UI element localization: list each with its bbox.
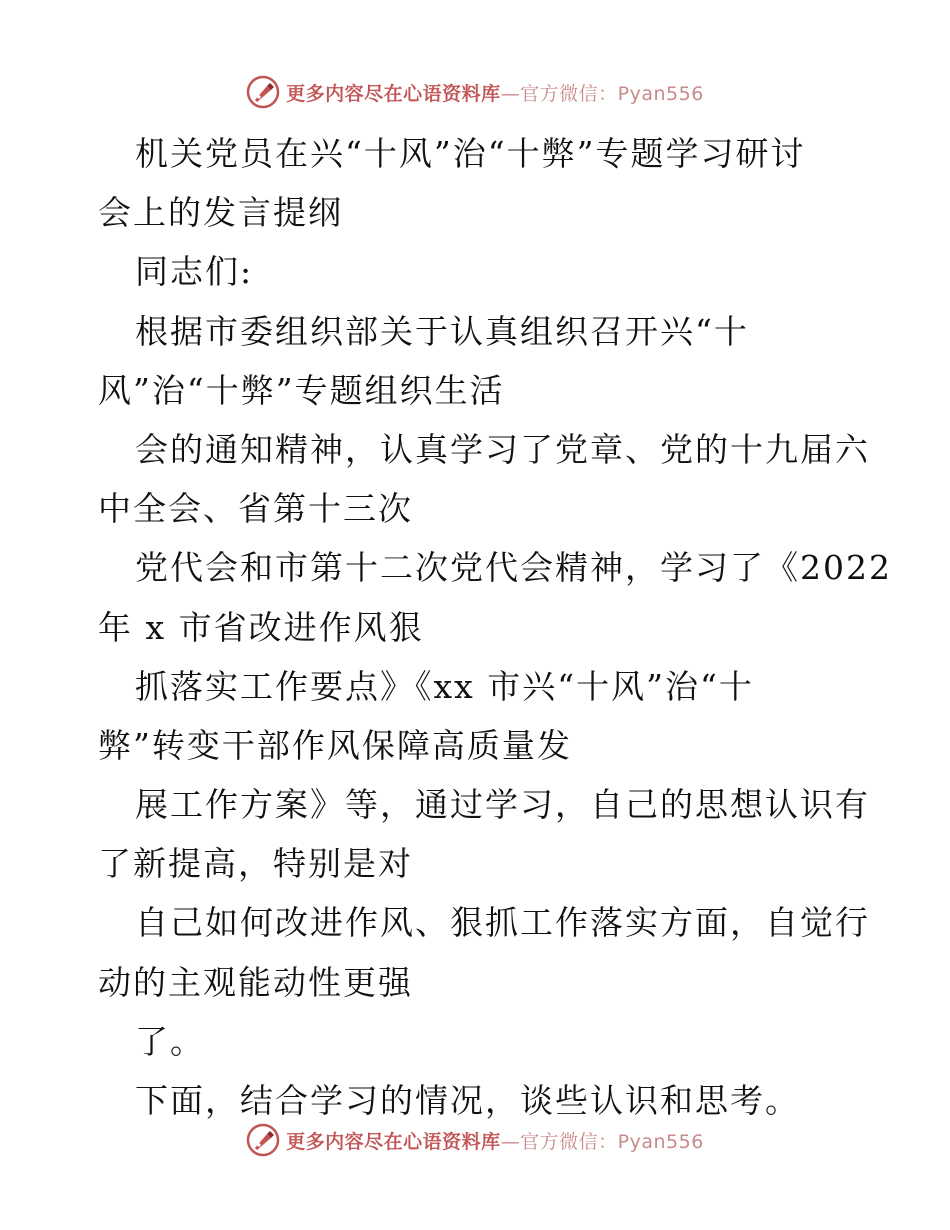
- watermark-text: [286, 1127, 704, 1154]
- document-line: 中全会、省第十三次: [98, 489, 413, 529]
- document-line: 根据市委组织部关于认真组织召开兴“十: [135, 311, 749, 351]
- watermark-text: [286, 79, 704, 106]
- document-line: 会上的发言提纲: [98, 193, 343, 233]
- document-line: 年 x 市省改进作风狠: [98, 607, 424, 647]
- document-line: 了新提高，特别是对: [98, 844, 413, 884]
- watermark-suffix: —官方微信：Pyan556: [500, 82, 704, 105]
- document-line: 弊”转变干部作风保障高质量发: [98, 725, 572, 765]
- document-line: 抓落实工作要点》《xx 市兴“十风”治“十: [135, 666, 754, 706]
- document-line: 党代会和市第十二次党代会精神，学习了《2022: [135, 548, 892, 588]
- pen-nib-logo-icon: [246, 75, 280, 109]
- watermark-footer: [0, 1120, 950, 1160]
- document-line: 展工作方案》等，通过学习，自己的思想认识有: [135, 785, 870, 825]
- document-line: 动的主观能动性更强: [98, 962, 413, 1002]
- document-line: 会的通知精神，认真学习了党章、党的十九届六: [135, 429, 870, 469]
- document-line: 下面，结合学习的情况，谈些认识和思考。: [135, 1081, 800, 1120]
- document-line: 同志们:: [135, 252, 254, 292]
- document-line: 自己如何改进作风、狠抓工作落实方面，自觉行: [135, 903, 870, 943]
- document-line: 风”治“十弊”专题组织生活: [98, 370, 505, 410]
- watermark-header: [0, 72, 950, 112]
- watermark-brand: 更多内容尽在心语资料库: [286, 1130, 501, 1153]
- pen-nib-logo-icon: [246, 1123, 280, 1157]
- document-line: 机关党员在兴“十风”治“十弊”专题学习研讨: [135, 134, 806, 173]
- watermark-suffix: —官方微信：Pyan556: [500, 1130, 704, 1153]
- watermark-brand: 更多内容尽在心语资料库: [286, 82, 501, 105]
- document-body: [98, 124, 892, 1130]
- document-line: 了。: [135, 1021, 205, 1061]
